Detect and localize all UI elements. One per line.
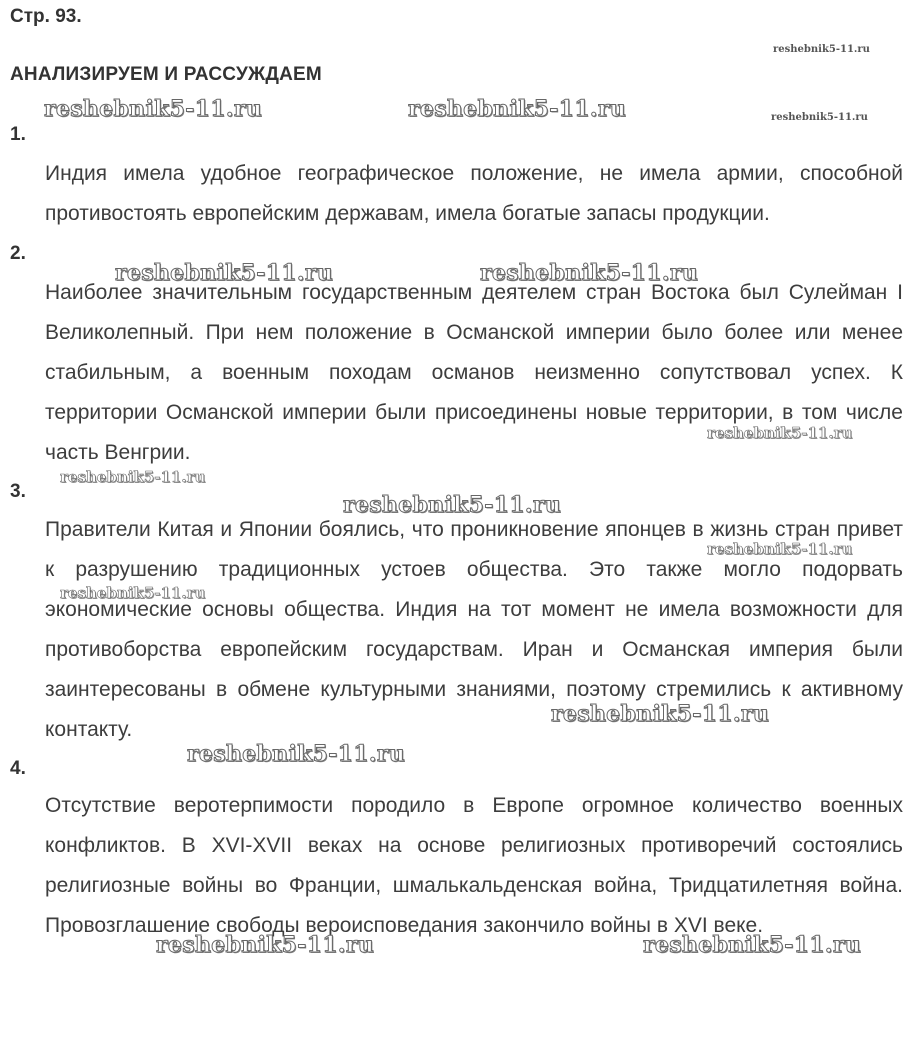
watermark: reshebnik5-11.ru bbox=[408, 96, 627, 122]
watermark: reshebnik5-11.ru bbox=[60, 584, 206, 602]
watermark: reshebnik5-11.ru bbox=[771, 112, 868, 123]
page-number: Стр. 93. bbox=[10, 6, 82, 27]
answer-text-4: Отсутствие веротерпимости породило в Европе огромное количество военных конфликтов. В XVI-XVII веках на основе религиозных противоречий состоялись религиозные войны во Франции, шмалькальденская война, Тридцатилетняя война. Провозглашение свободы вероисповедания закончило войны в XVI веке. bbox=[45, 794, 903, 937]
watermark: reshebnik5-11.ru bbox=[343, 492, 562, 518]
watermark: reshebnik5-11.ru bbox=[156, 932, 375, 958]
watermark: reshebnik5-11.ru bbox=[60, 468, 206, 486]
watermark: reshebnik5-11.ru bbox=[773, 44, 870, 55]
watermark: reshebnik5-11.ru bbox=[551, 701, 770, 727]
question-number-3: 3. bbox=[10, 481, 26, 502]
watermark: reshebnik5-11.ru bbox=[707, 540, 853, 558]
watermark: reshebnik5-11.ru bbox=[480, 260, 699, 286]
section-title: АНАЛИЗИРУЕМ И РАССУЖДАЕМ bbox=[10, 64, 322, 85]
answer-text-2: Наиболее значительным государственным деятелем стран Востока был Сулейман I Великолепный. При нем положение в Османской империи было более или менее стабильным, а военным походам османов неизменно сопутствовал успех. К территории Османской империи были присоединены новые территории, в том числе часть Венгрии. bbox=[45, 281, 903, 464]
question-number-4: 4. bbox=[10, 758, 26, 779]
watermark: reshebnik5-11.ru bbox=[643, 932, 862, 958]
watermark: reshebnik5-11.ru bbox=[187, 741, 406, 767]
answer-text-1: Индия имела удобное географическое положение, не имела армии, способной противостоять европейским державам, имела богатые запасы продукции. bbox=[45, 162, 903, 225]
answer-text-3: Правители Китая и Японии боялись, что проникновение японцев в жизнь стран привет к разрушению традиционных устоев общества. Это также могло подорвать экономические основы общества. Индия на тот момент не имела возможности для противоборства европейским государствам. Иран и Османская империя были заинтересованы в обмене культурными знаниями, поэтому стремились к активному контакту. bbox=[45, 518, 903, 741]
question-number-2: 2. bbox=[10, 243, 26, 264]
watermark: reshebnik5-11.ru bbox=[44, 96, 263, 122]
watermark: reshebnik5-11.ru bbox=[115, 260, 334, 286]
watermark: reshebnik5-11.ru bbox=[707, 424, 853, 442]
question-number-1: 1. bbox=[10, 124, 26, 145]
